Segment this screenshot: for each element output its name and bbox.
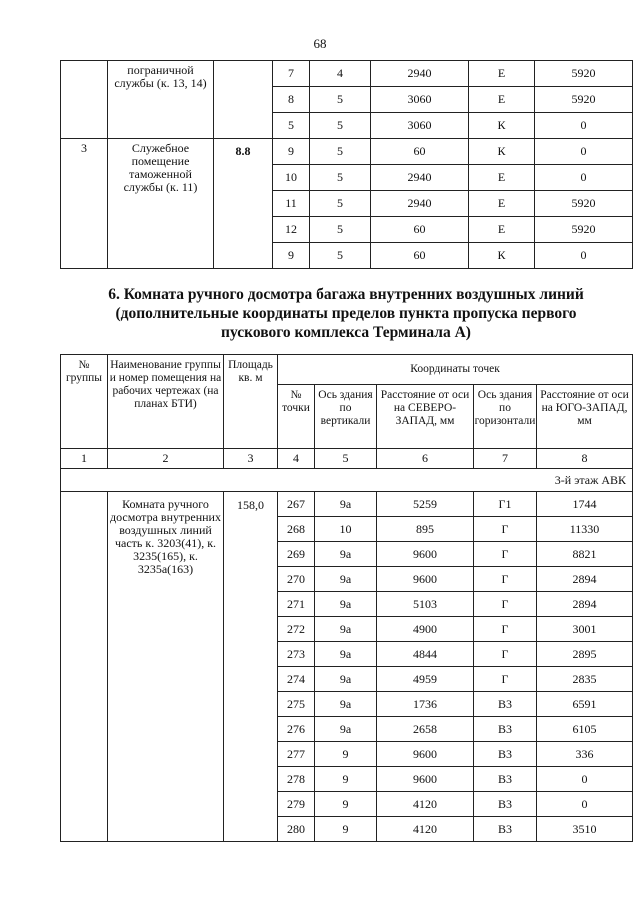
column-number: 4 — [278, 449, 315, 469]
cell-dist-sw: 0 — [535, 139, 633, 165]
section-title-line: 6. Комната ручного досмотра багажа внутренних воздушных линий — [108, 286, 584, 303]
section-title-line: пускового комплекса Терминала А) — [221, 324, 471, 341]
header-dist-sw: Расстояние от оси на ЮГО-ЗАПАД, мм — [537, 385, 633, 449]
top-coordinates-table — [60, 60, 633, 269]
cell-point-no: 274 — [278, 667, 315, 692]
cell-point-no: 280 — [278, 817, 315, 842]
cell-dist-nw: 4120 — [377, 817, 474, 842]
cell-vertical-axis: 9а — [315, 692, 377, 717]
cell-vertical-axis: 5 — [310, 217, 371, 243]
cell-vertical-axis: 9 — [315, 767, 377, 792]
cell-dist-nw: 2658 — [377, 717, 474, 742]
header-dist-nw: Расстояние от оси на СЕВЕРО-ЗАПАД, мм — [377, 385, 474, 449]
cell-vertical-axis: 9а — [315, 617, 377, 642]
cell-point-no: 269 — [278, 542, 315, 567]
cell-vertical-axis: 5 — [310, 87, 371, 113]
column-number: 8 — [537, 449, 633, 469]
cell-vertical-axis: 9 — [315, 817, 377, 842]
cell-dist-sw: 0 — [537, 792, 633, 817]
cell-point-no: 271 — [278, 592, 315, 617]
cell-dist-sw: 0 — [535, 243, 633, 269]
cell-horizontal-axis: Г1 — [474, 492, 537, 517]
cell-point-no: 9 — [273, 139, 310, 165]
cell-vertical-axis: 5 — [310, 191, 371, 217]
cell-dist-nw: 3060 — [371, 113, 469, 139]
cell-point-no: 270 — [278, 567, 315, 592]
cell-vertical-axis: 4 — [310, 61, 371, 87]
cell-point-no: 10 — [273, 165, 310, 191]
cell-horizontal-axis: К — [469, 139, 535, 165]
cell-point-no: 11 — [273, 191, 310, 217]
cell-vertical-axis: 9а — [315, 542, 377, 567]
cell-point-no: 5 — [273, 113, 310, 139]
cell-point-no: 278 — [278, 767, 315, 792]
table-row — [61, 492, 633, 517]
column-number: 2 — [108, 449, 224, 469]
column-number: 5 — [315, 449, 377, 469]
cell-dist-sw: 5920 — [535, 217, 633, 243]
cell-point-no: 12 — [273, 217, 310, 243]
cell-vertical-axis: 9а — [315, 567, 377, 592]
header-vertical-axis: Ось здания по вертикали — [315, 385, 377, 449]
cell-horizontal-axis: К — [469, 243, 535, 269]
cell-dist-sw: 2895 — [537, 642, 633, 667]
cell-point-no: 275 — [278, 692, 315, 717]
cell-point-no: 267 — [278, 492, 315, 517]
cell-group-name: пограничной службы (к. 13, 14) — [108, 61, 214, 139]
cell-dist-sw: 2835 — [537, 667, 633, 692]
cell-point-no: 273 — [278, 642, 315, 667]
cell-area — [214, 61, 273, 139]
cell-vertical-axis: 5 — [310, 139, 371, 165]
cell-dist-nw: 5259 — [377, 492, 474, 517]
cell-dist-nw: 9600 — [377, 542, 474, 567]
cell-horizontal-axis: В3 — [474, 792, 537, 817]
cell-horizontal-axis: Е — [469, 61, 535, 87]
cell-dist-sw: 2894 — [537, 592, 633, 617]
cell-vertical-axis: 5 — [310, 243, 371, 269]
cell-vertical-axis: 9 — [315, 792, 377, 817]
cell-point-no: 277 — [278, 742, 315, 767]
cell-vertical-axis: 9а — [315, 592, 377, 617]
table-row — [61, 61, 633, 87]
cell-dist-sw: 11330 — [537, 517, 633, 542]
cell-group-no — [61, 61, 108, 139]
cell-vertical-axis: 5 — [310, 165, 371, 191]
cell-horizontal-axis: Е — [469, 165, 535, 191]
cell-horizontal-axis: Г — [474, 567, 537, 592]
cell-dist-nw: 5103 — [377, 592, 474, 617]
cell-horizontal-axis: В3 — [474, 717, 537, 742]
cell-horizontal-axis: В3 — [474, 742, 537, 767]
cell-point-no: 272 — [278, 617, 315, 642]
cell-point-no: 276 — [278, 717, 315, 742]
cell-horizontal-axis: К — [469, 113, 535, 139]
cell-area: 158,0 — [224, 492, 278, 842]
cell-dist-sw: 6591 — [537, 692, 633, 717]
cell-group-no — [61, 492, 108, 842]
cell-point-no: 279 — [278, 792, 315, 817]
cell-horizontal-axis: Е — [469, 217, 535, 243]
header-horizontal-axis: Ось здания по горизонтали — [474, 385, 537, 449]
cell-area: 8.8 — [214, 139, 273, 269]
cell-dist-nw: 1736 — [377, 692, 474, 717]
header-area: Площадь кв. м — [224, 355, 278, 449]
cell-dist-nw: 60 — [371, 217, 469, 243]
cell-horizontal-axis: Г — [474, 592, 537, 617]
cell-horizontal-axis: Г — [474, 617, 537, 642]
cell-vertical-axis: 9а — [315, 717, 377, 742]
cell-horizontal-axis: В3 — [474, 692, 537, 717]
cell-dist-sw: 3510 — [537, 817, 633, 842]
cell-dist-sw: 0 — [537, 767, 633, 792]
coordinates-table — [60, 354, 633, 842]
cell-horizontal-axis: Е — [469, 191, 535, 217]
cell-group-name: Комната ручного досмотра внутренних воздушных линий часть к. 3203(41), к. 3235(165), к. 3235а(163) — [108, 492, 224, 842]
cell-dist-sw: 3001 — [537, 617, 633, 642]
floor-label: 3-й этаж АВК — [61, 469, 633, 492]
cell-vertical-axis: 9 — [315, 742, 377, 767]
cell-dist-sw: 6105 — [537, 717, 633, 742]
cell-horizontal-axis: Г — [474, 667, 537, 692]
column-number: 3 — [224, 449, 278, 469]
cell-horizontal-axis: В3 — [474, 817, 537, 842]
cell-horizontal-axis: Е — [469, 87, 535, 113]
cell-dist-sw: 8821 — [537, 542, 633, 567]
cell-dist-sw: 5920 — [535, 87, 633, 113]
cell-horizontal-axis: В3 — [474, 767, 537, 792]
cell-dist-nw: 2940 — [371, 61, 469, 87]
cell-dist-sw: 5920 — [535, 61, 633, 87]
header-group-name: Наименование группы и номер помещения на рабочих чертежах (на планах БТИ) — [108, 355, 224, 449]
cell-horizontal-axis: Г — [474, 642, 537, 667]
cell-dist-nw: 2940 — [371, 165, 469, 191]
header-coords: Координаты точек — [278, 355, 633, 385]
cell-dist-sw: 0 — [535, 165, 633, 191]
cell-dist-nw: 895 — [377, 517, 474, 542]
page-number: 68 — [313, 36, 327, 51]
cell-group-name: Служебное помещение таможенной службы (к. 11) — [108, 139, 214, 269]
cell-dist-sw: 1744 — [537, 492, 633, 517]
cell-dist-sw: 336 — [537, 742, 633, 767]
cell-point-no: 9 — [273, 243, 310, 269]
header-point-no: № точки — [278, 385, 315, 449]
cell-dist-nw: 4120 — [377, 792, 474, 817]
cell-dist-nw: 4900 — [377, 617, 474, 642]
table-row — [61, 139, 633, 165]
cell-dist-nw: 9600 — [377, 742, 474, 767]
cell-dist-sw: 5920 — [535, 191, 633, 217]
header-group-no: № группы — [61, 355, 108, 449]
cell-vertical-axis: 9а — [315, 642, 377, 667]
cell-vertical-axis: 9а — [315, 667, 377, 692]
column-number: 6 — [377, 449, 474, 469]
cell-dist-sw: 2894 — [537, 567, 633, 592]
cell-dist-nw: 3060 — [371, 87, 469, 113]
cell-horizontal-axis: Г — [474, 542, 537, 567]
cell-dist-sw: 0 — [535, 113, 633, 139]
cell-point-no: 8 — [273, 87, 310, 113]
section-title-line: (дополнительные координаты пределов пункта пропуска первого — [115, 305, 577, 322]
cell-group-no: 3 — [61, 139, 108, 269]
cell-dist-nw: 60 — [371, 139, 469, 165]
cell-dist-nw: 9600 — [377, 567, 474, 592]
cell-vertical-axis: 5 — [310, 113, 371, 139]
section-title — [60, 285, 632, 342]
column-number: 7 — [474, 449, 537, 469]
cell-vertical-axis: 10 — [315, 517, 377, 542]
cell-dist-nw: 4844 — [377, 642, 474, 667]
cell-point-no: 268 — [278, 517, 315, 542]
cell-point-no: 7 — [273, 61, 310, 87]
cell-horizontal-axis: Г — [474, 517, 537, 542]
cell-vertical-axis: 9а — [315, 492, 377, 517]
column-number: 1 — [61, 449, 108, 469]
cell-dist-nw: 60 — [371, 243, 469, 269]
cell-dist-nw: 9600 — [377, 767, 474, 792]
cell-dist-nw: 4959 — [377, 667, 474, 692]
cell-dist-nw: 2940 — [371, 191, 469, 217]
